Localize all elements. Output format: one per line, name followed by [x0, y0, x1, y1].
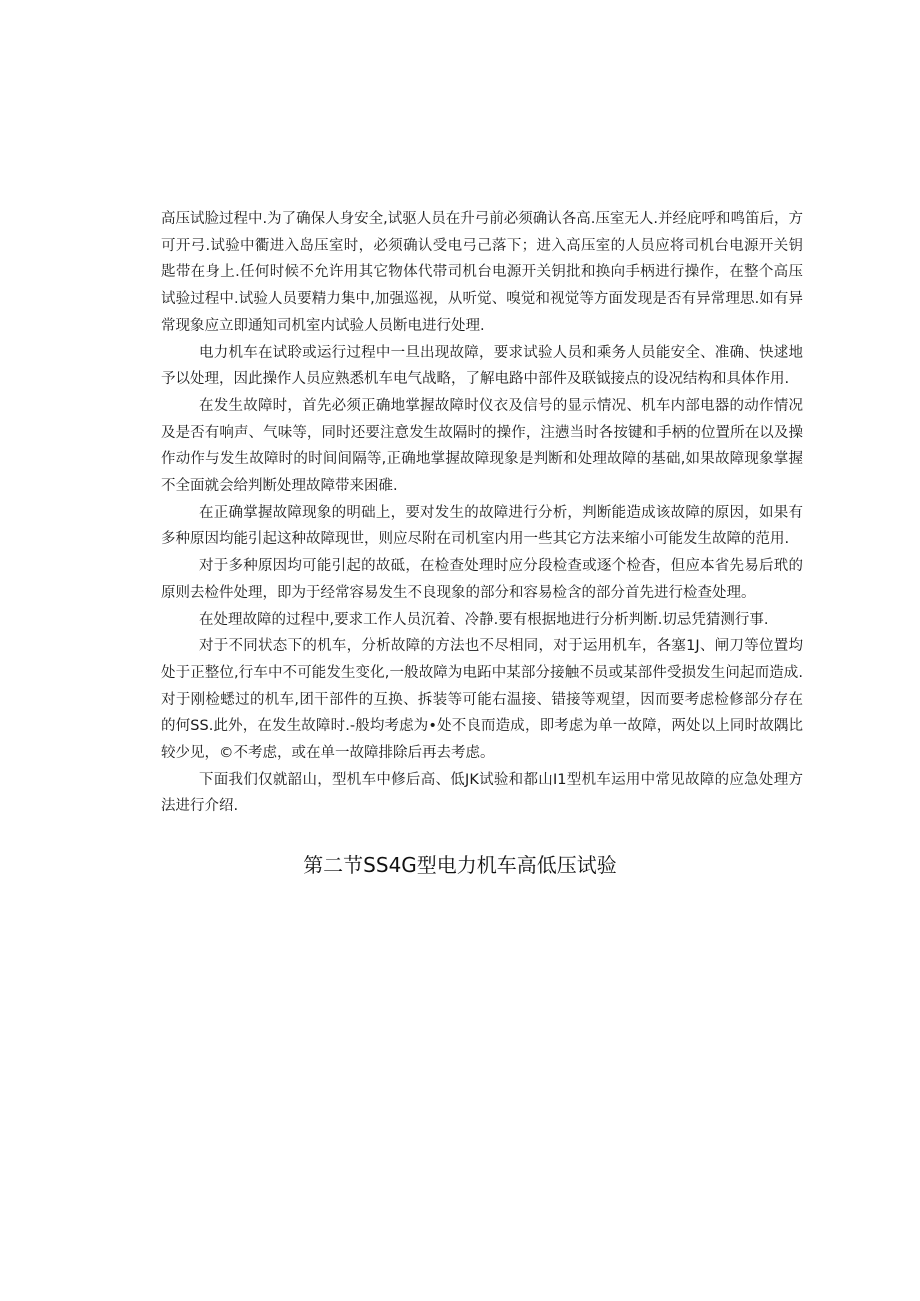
paragraph-fault-handling-intro: 电力机车在试聆或运行过程中一旦出现故障，要求试验人员和乘务人员能安全、准确、快逑地予以处理，因此操作人员应熟悉机车电气战略，了解电路中部件及联钺接点的设况结构和具体作用. [161, 344, 803, 388]
paragraph-high-voltage-safety: 高压试脸过程中.为了确保人身安全,试驱人员在升弓前必须确认各高.压室无人.并经庇呼和鸣笛后，方可开弓.试验中衢进入岛压室时，必须确认受电弓己落下；进入高压室的人员应将司机台电源开关钥匙带在身上.任何时候不允许用其它物体代帯司机台电源开关钥批和换向手柄进行操作，在整个高压试验过程中.试验人员要精力集中,加强巡视，从听觉、嗅觉和视觉等方面发现是否有异常理思.如有异常现象应立即通知司机室内试验人员断电进行处理. [161, 211, 803, 334]
section-heading: 第二节SS4G型电力机车高低压试验 [303, 853, 617, 877]
body-text [161, 206, 803, 820]
paragraph-locomotive-states: 对于不同状态下的机车，分析故障的方法也不尽相同，对于运用机车，各塞1J、闸刀等位置均处于正整位,行车中不可能发生变化,一般故障为电跖中某部分接触不员或某部件受损发生问起而造成.对于刚检蟋过的机车,团干部件的互换、拆装等可能右温接、错接等观望，因而要考虑检修部分存在的何SS.此外，在发生故障时.-般均考虑为•处不良而造成，即考虑为单一故障，两处以上同时故隅比较少见，©不考虑，或在单一故障排除后再去考虑。 [161, 638, 803, 762]
paragraph-fault-analysis: 在正确掌握故障现象的明础上，要对发生的故障进行分析，判断能造成该故障的原因，如果有多种原因均能引起这种故障现世，则应尽附在司机室内用一些其它方法来缩小可能发生故障的范用. [161, 504, 803, 548]
paragraph-segmented-inspection: 对于多种原因均可能引起的故砥，在检查处理时应分段检查或逐个检杳，但应本省先易后玳的原则去检件处理，即为于经常容易发生不良现象的部分和容易检含的部分首先进行检查处理。 [161, 558, 803, 601]
paragraph-calm-judgement: 在处理故障的过程中,要求工作人员沉着、冷静.要有根据地进行分析判断.切忌凭猜测行事. [199, 611, 769, 628]
paragraph-introduction: 下面我们仅就韶山，型机车中修后高、低JK试验和都山I1型机车运用中常见故障的应急处理方法进行介绍. [161, 771, 803, 815]
paragraph-fault-observation: 在发生故障时，首先必须正确地掌握故障时仪衣及信号的显示情况、机车内部电器的动作情况及是否有响声、气味等，同时还要注意发生故隔时的操作，注懑当时各按键和手柄的位置所在以及操作动作与发生故障时的时间间隔等,正确地掌握故障现象是判断和处理故障的基础,如果故障现象掌握不全面就会给判断处理故障带来困碓. [161, 397, 803, 495]
